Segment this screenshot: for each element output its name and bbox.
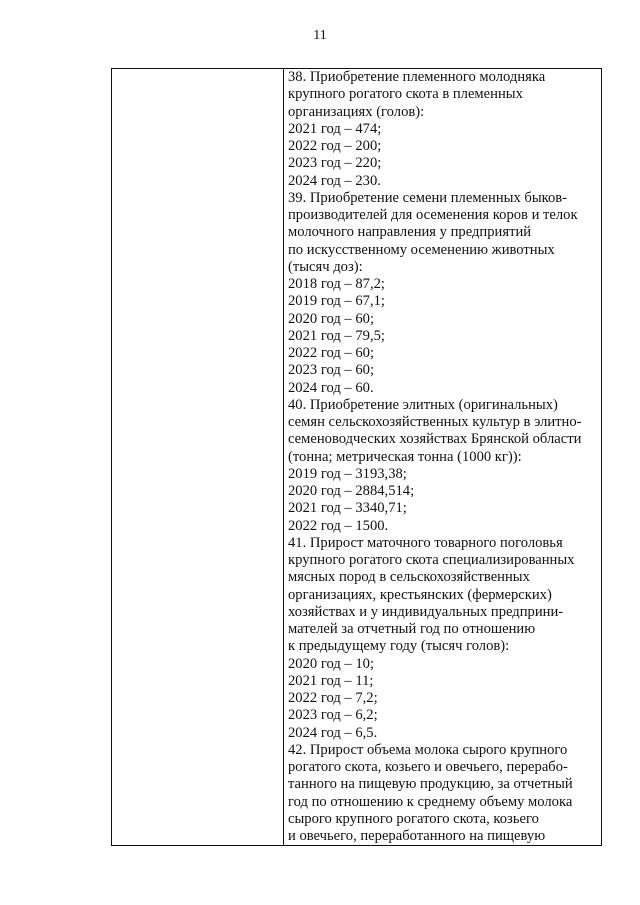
text-line: 2022 год – 7,2;: [288, 690, 378, 706]
indicator-text: [284, 69, 601, 845]
text-line: танного на пищевую продукцию, за отчетный: [288, 776, 573, 793]
text-line: хозяйствах и у индивидуальных предприни-: [288, 603, 564, 620]
text-line: мясных пород в сельскохозяйственных: [288, 569, 530, 586]
text-line: семян сельскохозяйственных культур в элитно-: [288, 414, 582, 430]
text-line: 2020 год – 60;: [288, 310, 375, 327]
text-line: по искусственному осеменению животных: [288, 241, 555, 258]
text-line: крупного рогатого скота специализированных: [288, 552, 575, 568]
text-line: рогатого скота, козьего и овечьего, перерабо-: [288, 759, 568, 775]
text-line: (тонна; метрическая тонна (1000 кг)):: [288, 448, 522, 465]
text-line: 38. Приобретение племенного молодняка: [288, 69, 546, 85]
text-line: организациях, крестьянских (фермерских): [288, 586, 552, 603]
text-line: 2019 год – 67,1;: [288, 293, 385, 310]
text-line: производителей для осеменения коров и телок: [288, 207, 578, 223]
text-line: семеноводческих хозяйствах Брянской области: [288, 431, 582, 448]
text-line: 2022 год – 60;: [288, 345, 375, 361]
text-line: 2021 год – 79,5;: [288, 327, 385, 344]
text-line: 2019 год – 3193,38;: [288, 465, 407, 482]
table-left-cell: [112, 69, 284, 845]
table-right-cell: [284, 69, 601, 845]
page-number: 11: [313, 28, 327, 43]
text-line: молочного направления у предприятий: [288, 224, 532, 241]
text-line: 2021 год – 474;: [288, 120, 382, 137]
text-line: 41. Прирост маточного товарного поголовья: [288, 534, 563, 551]
indicators-table: [111, 68, 602, 846]
text-line: 2018 год – 87,2;: [288, 276, 385, 292]
text-line: крупного рогатого скота в племенных: [288, 86, 523, 103]
text-line: 39. Приобретение семени племенных быков-: [288, 189, 568, 206]
text-line: 2024 год – 6,5.: [288, 724, 378, 741]
text-line: 2024 год – 230.: [288, 172, 381, 189]
text-line: 2022 год – 200;: [288, 138, 382, 154]
text-line: 2021 год – 11;: [288, 672, 374, 689]
text-line: 42. Прирост объема молока сырого крупного: [288, 741, 568, 758]
text-line: и овечьего, переработанного на пищевую: [288, 828, 546, 844]
text-line: сырого крупного рогатого скота, козьего: [288, 810, 539, 827]
text-line: 2023 год – 220;: [288, 155, 382, 172]
text-line: 2023 год – 6,2;: [288, 707, 378, 724]
text-line: 2021 год – 3340,71;: [288, 500, 407, 517]
text-line: 2024 год – 60.: [288, 379, 374, 396]
text-line: мателей за отчетный год по отношению: [288, 621, 536, 637]
text-line: организациях (голов):: [288, 103, 425, 120]
text-line: 2022 год – 1500.: [288, 517, 389, 534]
text-line: 2023 год – 60;: [288, 362, 375, 379]
text-line: 2020 год – 2884,514;: [288, 483, 415, 499]
text-line: к предыдущему году (тысяч голов):: [288, 638, 510, 655]
text-line: 40. Приобретение элитных (оригинальных): [288, 396, 558, 413]
text-line: год по отношению к среднему объему молока: [288, 793, 573, 810]
text-line: (тысяч доз):: [288, 258, 363, 275]
text-line: 2020 год – 10;: [288, 655, 375, 672]
